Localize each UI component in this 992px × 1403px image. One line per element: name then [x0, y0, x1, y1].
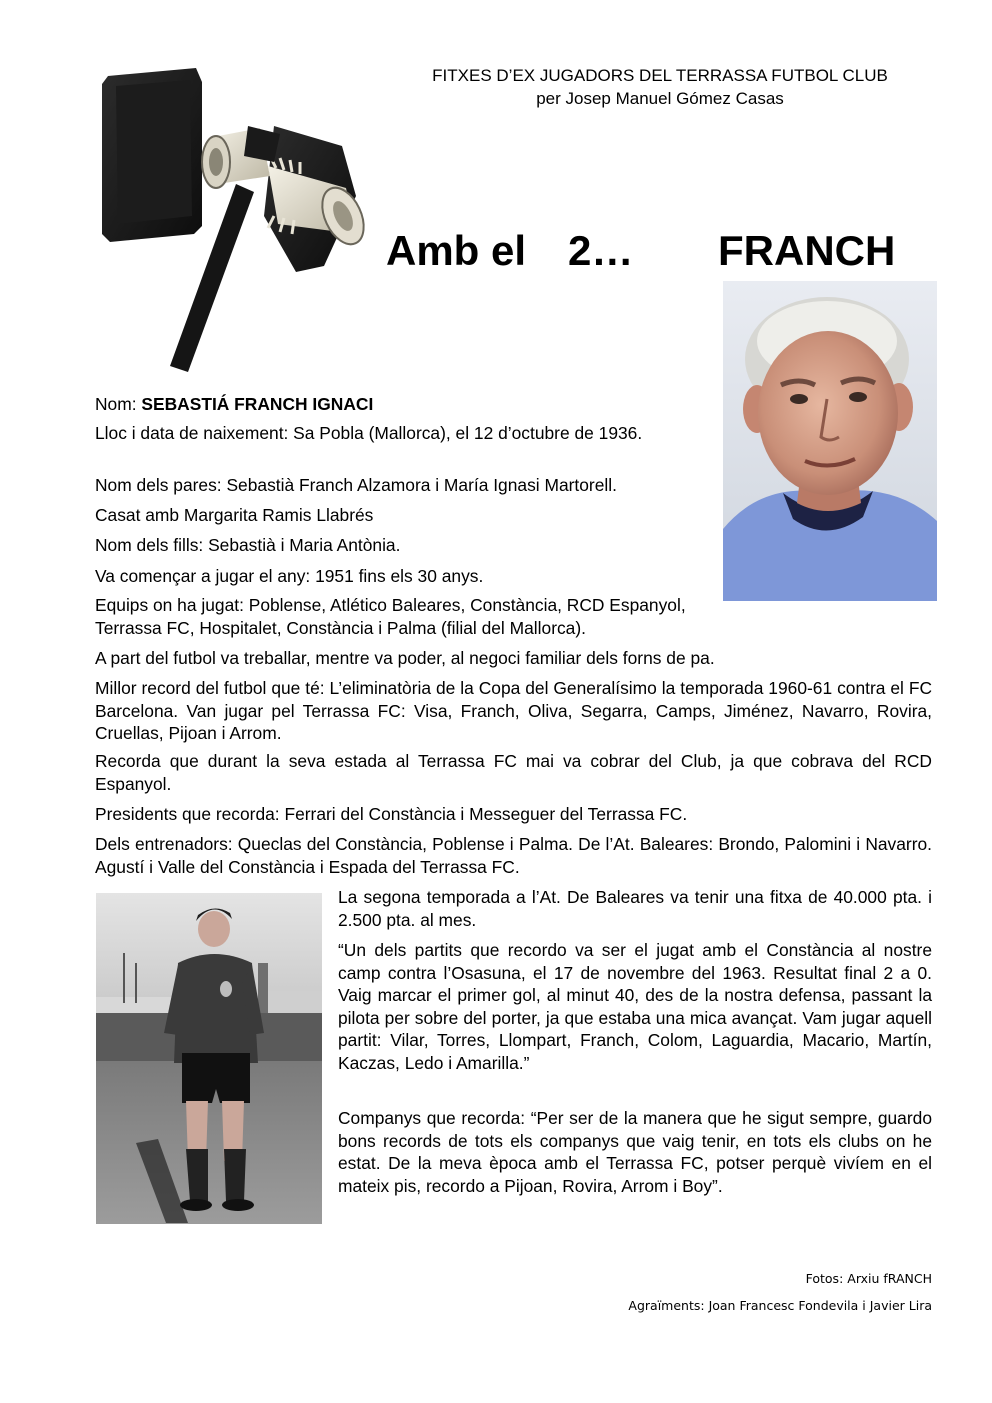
start-text: Va començar a jugar el any: 1951 fins els 30 anys. — [95, 566, 484, 586]
player-photo — [96, 893, 322, 1224]
series-title: FITXES D’EX JUGADORS DEL TERRASSA FUTBOL CLUB — [432, 66, 888, 85]
name-line — [95, 393, 707, 416]
coaches-text: Dels entrenadors: Queclas del Constància, Poblense i Palma. De l’At. Baleares: Brondo, Palomini i Navarro. Agustí i Valle del Constància i Espada del Terrassa FC. — [95, 834, 932, 877]
photos-credit-label: Fotos: — [805, 1271, 844, 1286]
photos-credit — [806, 1270, 932, 1288]
title-name: FRANCH — [718, 227, 896, 274]
author-line: per Josep Manuel Gómez Casas — [536, 89, 784, 108]
married-text: Casat amb Margarita Ramis Llabrés — [95, 505, 374, 525]
portrait-photo — [723, 281, 937, 601]
loudspeaker-illustration — [98, 66, 370, 372]
name-label: Nom: — [95, 394, 137, 414]
match-quote-text: “Un dels partits que recordo va ser el jugat amb el Constància al nostre camp contra l’Osasuna, el 17 de novembre del 1963. Resultat final 2 a 0. Vaig marcar el primer gol, al minut 40, des de la nostra defensa, passant la pilota per sobre del porter, ja que estaba una mica avançat. Vam jugar aquell partit: Vilar, Torres, Llompart, Franch, Colom, Laguardia, Macario, Martín, Kaczas, Ledo i Amarilla.” — [338, 940, 932, 1073]
photos-credit-value: Arxiu fRANCH — [847, 1271, 932, 1286]
work-text: A part del futbol va treballar, mentre va poder, al negoci familiar dels forns de pa. — [95, 648, 715, 668]
children-text: Nom dels fills: Sebastià i Maria Antònia. — [95, 535, 401, 555]
title-number: 2… — [568, 227, 634, 274]
thanks-credit-value: Joan Francesc Fondevila i Javier Lira — [708, 1298, 932, 1313]
title-prefix: Amb el — [386, 227, 527, 274]
presidents-text: Presidents que recorda: Ferrari del Constància i Messeguer del Terrassa FC. — [95, 804, 688, 824]
parents-text: Nom dels pares: Sebastià Franch Alzamora i María Ignasi Martorell. — [95, 475, 617, 495]
series-header — [360, 64, 960, 110]
teams-text: Equips on ha jugat: Poblense, Atlético Baleares, Constància, RCD Espanyol, Terrassa FC, Hospitalet, Constància i Palma (filial del Mallorca). — [95, 595, 686, 638]
full-name: SEBASTIÁ FRANCH IGNACI — [141, 394, 374, 414]
thanks-credit — [628, 1297, 932, 1315]
best-record-text: Millor record del futbol que té: L’eliminatòria de la Copa del Generalísimo la temporada 1960-61 contra el FC Barcelona. Van jugar pel Terrassa FC: Visa, Franch, Oliva, Segarra, Camps, Jiménez, Navarro, Rovira, Cruellas, Pijoan i Arrom. — [95, 678, 932, 744]
thanks-credit-label: Agraïments: — [628, 1298, 705, 1313]
contract-text: La segona temporada a l’At. De Baleares va tenir una fitxa de 40.000 pta. i 2.500 pta. al mes. — [338, 887, 932, 930]
teammates-text: Companys que recorda: “Per ser de la manera que he sigut sempre, guardo bons records de tots els companys que vaig tenir, en tots els clubs on he estat. De la meva època amb el Terrassa FC, potser perquè vivíem en el mateix pis, recordo a Pijoan, Rovira, Arrom i Boy”. — [338, 1108, 932, 1196]
payment-text: Recorda que durant la seva estada al Terrassa FC mai va cobrar del Club, ja que cobrava del RCD Espanyol. — [95, 751, 932, 794]
birth-text: Lloc i data de naixement: Sa Pobla (Mallorca), el 12 d’octubre de 1936. — [95, 423, 643, 443]
